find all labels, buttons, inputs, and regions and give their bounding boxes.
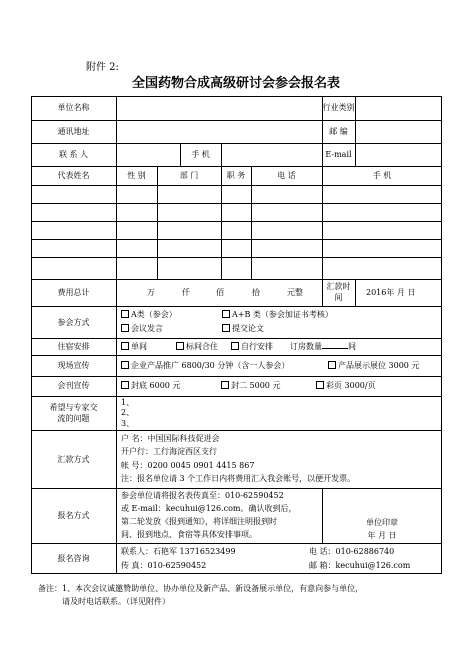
address-label: 通讯地址 — [57, 127, 90, 136]
checkbox[interactable] — [222, 324, 230, 332]
consult-email: 邮 箱：kecuhui@126.com — [309, 561, 411, 570]
attend-label: 参会方式 — [57, 318, 90, 327]
checkbox[interactable] — [328, 361, 336, 369]
col-divider — [221, 143, 222, 166]
fee-label: 费用总计 — [57, 288, 90, 297]
fee-unit-bai: 佰 — [216, 288, 224, 297]
remit-account-name: 户 名：中国国际科技促进会 — [121, 434, 220, 443]
lodging-single[interactable]: 单间 — [121, 341, 147, 352]
signup-line: 参会单位请将报名表传真至：010-62590452 — [121, 491, 284, 500]
seal-date: 年 月 日 — [367, 531, 397, 540]
signup-label: 报名方式 — [57, 511, 90, 520]
checkbox[interactable] — [231, 342, 239, 350]
row-divider — [31, 120, 442, 121]
consult-label: 报名咨询 — [57, 554, 90, 563]
remit-date: 2016年 月 日 — [366, 288, 416, 297]
col-divider — [322, 166, 323, 279]
industry-label: 行业类别 — [322, 103, 355, 112]
question-3[interactable]: 3、 — [121, 419, 135, 428]
promo-label: 现场宣传 — [57, 361, 90, 370]
question-1[interactable]: 1、 — [121, 398, 135, 407]
col-divider — [355, 96, 356, 120]
attachment-label: 附件 2: — [86, 62, 119, 73]
journal-option-color[interactable]: 彩页 3000/页 — [316, 380, 376, 391]
question-2[interactable]: 2、 — [121, 408, 135, 417]
row-divider — [31, 396, 442, 397]
row-divider — [31, 221, 442, 222]
lodging-label: 住宿安排 — [57, 342, 90, 351]
row-divider — [31, 185, 442, 186]
footnote-line: 请及时电话联系。（详见附件） — [62, 597, 170, 606]
journal-option-inside[interactable]: 封二 5000 元 — [221, 380, 280, 391]
rep-name-header: 代表姓名 — [57, 171, 90, 180]
col-divider — [251, 166, 252, 279]
remit-label: 汇款方式 — [57, 455, 90, 464]
row-divider — [31, 355, 442, 356]
journal-option-back[interactable]: 封底 6000 元 — [121, 380, 180, 391]
fee-unit-qian: 仟 — [182, 288, 190, 297]
fee-unit-yuan: 元整 — [287, 288, 303, 297]
contact-label: 联 系 人 — [58, 150, 89, 159]
checkbox[interactable] — [222, 310, 230, 318]
remit-bank: 开户行：工行海淀西区支行 — [121, 447, 217, 456]
label-column-divider — [116, 96, 117, 574]
remit-note: 注：报名单位请 3 个工作日内将费用汇入我会账号，以便开发票。 — [121, 474, 356, 483]
remit-time-label: 汇款时间 — [326, 282, 351, 302]
row-divider — [31, 166, 442, 167]
row-divider — [31, 306, 442, 307]
attend-option-a[interactable]: A类（参会） — [121, 309, 177, 320]
checkbox[interactable] — [121, 324, 129, 332]
remit-account-number: 帐 号：0200 0045 0901 4415 867 — [121, 461, 255, 470]
col-divider — [221, 166, 222, 279]
mobile-label: 手 机 — [191, 150, 210, 159]
col-divider — [355, 143, 356, 166]
col-divider — [157, 166, 158, 279]
checkbox[interactable] — [221, 381, 229, 389]
rep-mobile-header: 手 机 — [372, 171, 392, 180]
questions-label: 希望与专家交流的问题 — [49, 403, 98, 423]
email-label: E-mail — [325, 150, 352, 159]
row-divider — [31, 239, 442, 240]
col-divider — [355, 279, 356, 306]
attend-option-speech[interactable]: 会议发言 — [121, 323, 163, 334]
promo-option-talk[interactable]: 企业产品推广 6800/30 分钟（含一人参会） — [121, 360, 289, 371]
fee-unit-wan: 万 — [147, 288, 155, 297]
row-divider — [31, 430, 442, 431]
promo-option-booth[interactable]: 产品展示展位 3000 元 — [328, 360, 419, 371]
rep-dept-header: 部 门 — [179, 171, 199, 180]
lodging-shared[interactable]: 标间合住 — [176, 341, 218, 352]
journal-label: 会刊宣传 — [57, 381, 90, 390]
checkbox[interactable] — [316, 381, 324, 389]
room-count-field[interactable]: 订房数量 间 — [290, 342, 356, 351]
row-divider — [31, 257, 442, 258]
consult-fax: 传 真：010-62590452 — [121, 561, 207, 570]
unit-seal-label: 单位印章 — [366, 518, 398, 527]
signup-line: 或 E-mail：kecuhui@126.com。确认收到后， — [121, 504, 297, 513]
fee-unit-shi: 拾 — [252, 288, 260, 297]
row-divider — [31, 488, 442, 489]
lodging-self[interactable]: 自行安排 — [231, 341, 273, 352]
signup-line: 第二轮发放《报到通知》，将详细注明报到时 — [121, 517, 277, 526]
signup-line: 间、报到地点、食宿等具体安排事项。 — [121, 530, 257, 539]
row-divider — [31, 203, 442, 204]
attend-option-paper[interactable]: 提交论文 — [222, 323, 264, 334]
row-divider — [31, 376, 442, 377]
row-divider — [31, 543, 442, 544]
unit-name-label: 单位名称 — [57, 103, 90, 112]
postcode-label: 邮 编 — [329, 127, 348, 136]
checkbox[interactable] — [121, 381, 129, 389]
rep-position-header: 职 务 — [226, 171, 246, 180]
checkbox[interactable] — [121, 342, 129, 350]
attend-option-ab[interactable]: A+B 类（参会加证书考核） — [222, 309, 333, 320]
consult-phone: 电 话：010-62886740 — [309, 547, 395, 556]
form-title: 全国药物合成高级研讨会参会报名表 — [131, 76, 340, 91]
checkbox[interactable] — [121, 310, 129, 318]
rep-gender-header: 性 别 — [127, 171, 146, 180]
checkbox[interactable] — [176, 342, 184, 350]
room-count-blank[interactable] — [322, 348, 348, 349]
col-divider — [322, 279, 323, 306]
footnote — [38, 582, 444, 608]
consult-contact: 联系人：石艳军 13716523499 — [121, 547, 236, 556]
rep-phone-header: 电 话 — [277, 171, 296, 180]
row-divider — [31, 143, 442, 144]
row-divider — [31, 279, 442, 280]
row-divider — [31, 338, 442, 339]
checkbox[interactable] — [121, 361, 129, 369]
footnote-line: 备注：1、本次会议诚邀赞助单位、协办单位及新产品、新设备展示单位，有意向参与单位， — [38, 584, 364, 593]
col-divider — [355, 120, 356, 143]
